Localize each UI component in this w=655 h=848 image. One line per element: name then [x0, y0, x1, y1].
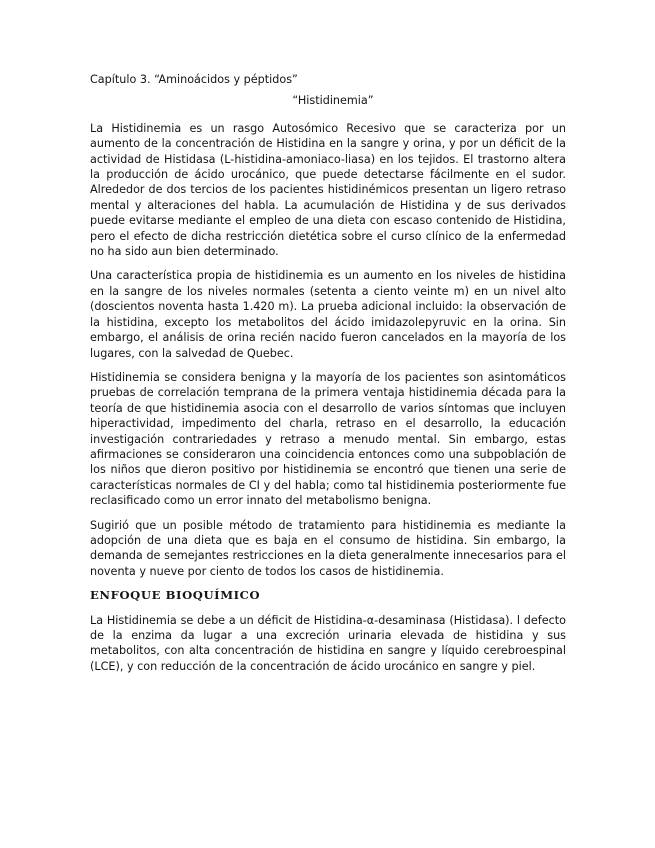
- document-title: “Histidinemia”: [292, 94, 374, 108]
- paragraph-intro: La Histidinemia es un rasgo Autosómico Recesivo que se caracteriza por un aumento de la concentración de Histidina en la sangre y orina, y por un déficit de la actividad de Histidasa (L-histidina-amoniaco-liasa) en los tejidos. El trastorno altera la producción de ácido urocánico, que puede detectarse fácilmente en el sudor. Alrededor de dos tercios de los pacientes histidinémicos presentan un ligero retraso mental y alteraciones del habla. La acumulación de Histidina y de sus derivados puede evitarse mediante el empleo de una dieta con escaso contenido de Histidina, pero el efecto de dicha restricción dietética sobre el curso clínico de la enfermedad no ha sido aun bien determinado.: [90, 121, 566, 259]
- chapter-heading: Capítulo 3. “Aminoácidos y péptidos”: [90, 73, 298, 86]
- paragraph-treatment: Sugirió que un posible método de tratamiento para histidinemia es mediante la adopción de una dieta que es baja en el consumo de histidina. Sin embargo, la demanda de semejantes restricciones en la dieta generalmente innecesarios para el noventa y nueve por ciento de todos los casos de histidinemia.: [90, 518, 566, 578]
- document-page: [90, 72, 566, 683]
- paragraph-biochemical: La Histidinemia se debe a un déficit de Histidina-α-desaminasa (Histidasa). l defecto de la enzima da lugar a una excreción urinaria elevada de histidina y sus metabolitos, con alta concentración de histidina en sangre y líquido cerebroespinal (LCE), y con reducción de la concentración de ácido urocánico en sangre y piel.: [90, 613, 566, 673]
- section-heading-biochemical: ENFOQUE BIOQUÍMICO: [90, 588, 261, 603]
- paragraph-characteristics: Una característica propia de histidinemia es un aumento en los niveles de histidina en la sangre de los niveles normales (setenta a ciento veinte m) en un nivel alto (doscientos noventa hasta 1.420 m). La prueba adicional incluido: la observación de la histidina, excepto los metabolitos del ácido imidazolepyruvic en la orina. Sin embargo, el análisis de orina recién nacido fueron cancelados en la mayoría de los lugares, con la salvedad de Quebec.: [90, 269, 566, 360]
- paragraph-benign: Histidinemia se considera benigna y la mayoría de los pacientes son asintomáticos pruebas de correlación temprana de la primera ventaja histidinemia década para la teoría de que histidinemia asocia con el desarrollo de varios síntomas que incluyen hiperactividad, impedimento del charla, retraso en el desarrollo, la educación investigación contrariedades y retraso a menudo mental. Sin embargo, estas afirmaciones se consideraron una coincidencia entonces como una subpoblación de los niños que dieron positivo por histidinemia se encontró que tienen una serie de características normales de CI y del habla; como tal histidinemia posteriormente fue reclasificado como un error innato del metabolismo benigna.: [90, 370, 566, 508]
